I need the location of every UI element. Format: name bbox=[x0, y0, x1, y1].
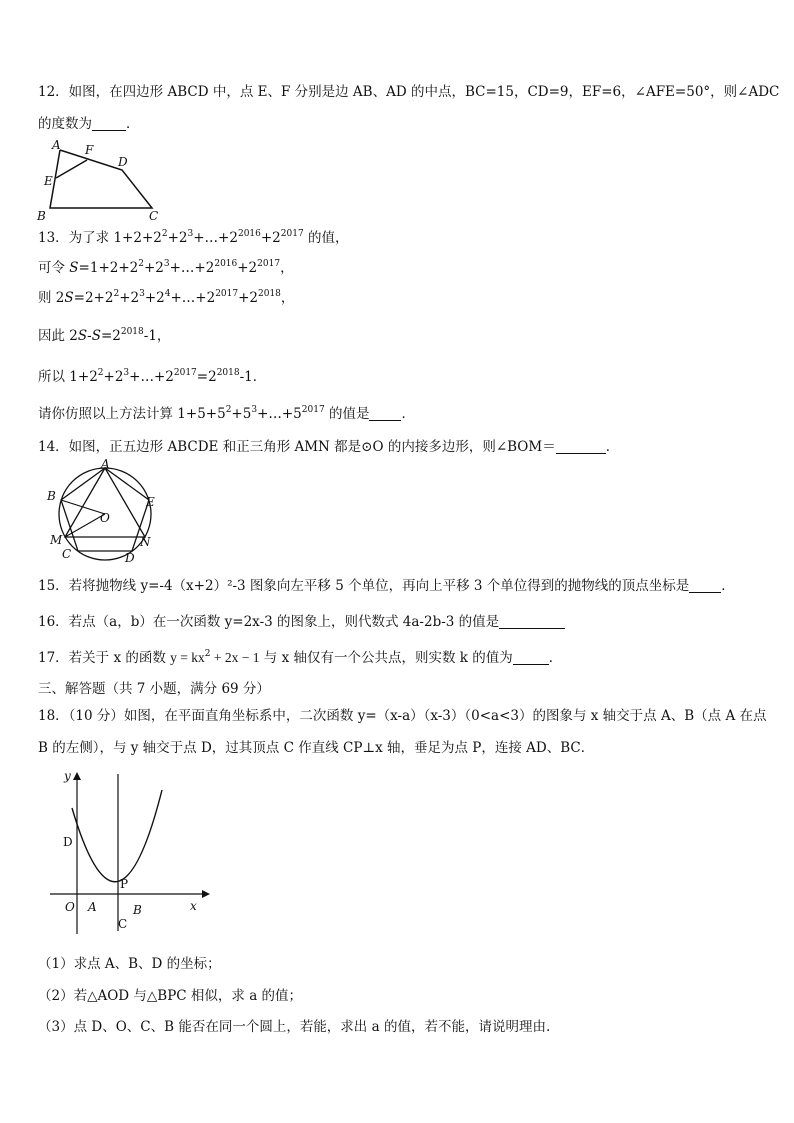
segment-ob bbox=[61, 500, 105, 514]
q13-line1: 13．为了求 $1+2+2^2+2^3+\dots+2^{2016}+2^{2017}$ 的值， bbox=[38, 229, 349, 246]
q12-quadrilateral-figure bbox=[34, 138, 174, 224]
q18-sub3: （3）点 D、O、C、B 能否在同一个圆上，若能，求出 a 的值，若不能，请说明理由. bbox=[38, 1019, 551, 1035]
label-f: F bbox=[85, 143, 94, 157]
label-o: O bbox=[65, 900, 75, 914]
section-heading: 三、解答题（共 7 小题，满分 69 分） bbox=[38, 681, 270, 697]
triangle-amn bbox=[65, 468, 145, 537]
label-a: A bbox=[88, 900, 97, 914]
answer-blank-13[interactable] bbox=[369, 406, 401, 421]
q13-line5: 所以 $1+2^2+2^3+\dots+2^{2017}=2^{2018}-1$． bbox=[38, 368, 267, 385]
label-m: M bbox=[50, 533, 63, 547]
label-o: O bbox=[100, 511, 110, 525]
x-axis-arrow-icon bbox=[202, 890, 210, 898]
answer-blank-14[interactable] bbox=[556, 439, 606, 454]
label-b: B bbox=[37, 209, 46, 223]
label-p: P bbox=[120, 877, 129, 891]
q12-line1: 12．如图，在四边形 ABCD 中，点 E、F 分别是边 AB、AD 的中点，BC=15，CD=9，EF=6，∠AFE=50°，则∠ADC bbox=[38, 84, 780, 100]
label-c: C bbox=[118, 917, 128, 931]
label-a: A bbox=[101, 458, 110, 471]
q18-parabola-figure bbox=[44, 766, 210, 938]
label-b: B bbox=[133, 903, 142, 917]
segment-ef bbox=[56, 160, 87, 178]
quad-abcd bbox=[50, 150, 152, 208]
q18-sub2: （2）若△AOD 与△BPC 相似，求 a 的值； bbox=[38, 988, 303, 1004]
q14-circle-figure bbox=[38, 458, 168, 568]
q13-line2: 可令 $S=1+2+2^2+2^3+\dots+2^{2016}+2^{2017}$， bbox=[38, 259, 294, 276]
parabola-curve bbox=[72, 790, 162, 882]
label-x: x bbox=[190, 899, 197, 913]
q13-line6: 请你仿照以上方法计算 $1+5+5^2+5^3+\dots+5^{2017}$ 的值是 ． bbox=[38, 405, 415, 422]
answer-blank-17[interactable] bbox=[513, 650, 549, 665]
q18-line2: B 的左侧），与 y 轴交于点 D，过其顶点 C 作直线 CP⊥x 轴，垂足为点 P，连接 AD、BC． bbox=[38, 740, 595, 756]
q13-line4: 因此 $2S-S=2^{2018}-1$， bbox=[38, 327, 171, 344]
q13-line3: 则 $2S=2+2^2+2^3+2^4+\dots+2^{2017}+2^{2018}$， bbox=[38, 289, 295, 306]
answer-blank-15[interactable] bbox=[689, 578, 721, 593]
q18-line1: 18．（10 分）如图，在平面直角坐标系中，二次函数 y=（x-a）（x-3）（0<a<3）的图象与 x 轴交于点 A、B（点 A 在点 bbox=[38, 708, 767, 724]
answer-blank-16[interactable] bbox=[499, 614, 565, 629]
q15-line: 15．若将抛物线 y=-4（x+2）²-3 图象向左平移 5 个单位，再向上平移 3 个单位得到的抛物线的顶点坐标是 ． bbox=[38, 578, 735, 594]
label-n: N bbox=[140, 535, 151, 549]
q16-line: 16．若点（a，b）在一次函数 y=2x-3 的图象上，则代数式 4a-2b-3 的值是 bbox=[38, 612, 565, 632]
label-e: E bbox=[44, 174, 53, 188]
label-c: C bbox=[149, 209, 159, 223]
label-d: D bbox=[63, 835, 73, 849]
label-y: y bbox=[64, 769, 71, 783]
q17-line: 17．若关于 x 的函数 $y = kx^2 + 2x - 1$ 与 x 轴仅有一个公共点，则实数 k 的值为 ． bbox=[38, 649, 563, 666]
q14-line: 14．如图，正五边形 ABCDE 和正三角形 AMN 都是⊙O 的内接多边形，则∠BOM＝ ． bbox=[38, 439, 620, 455]
q12-line2: 的度数为 ． bbox=[38, 116, 140, 132]
y-axis-arrow-icon bbox=[73, 772, 81, 780]
label-c: C bbox=[62, 547, 72, 561]
answer-blank-12[interactable] bbox=[92, 116, 126, 131]
label-b: B bbox=[47, 489, 56, 503]
label-d: D bbox=[125, 551, 135, 565]
label-d: D bbox=[118, 155, 128, 169]
label-a: A bbox=[52, 138, 61, 152]
label-e: E bbox=[146, 495, 155, 509]
q18-sub1: （1）求点 A、B、D 的坐标； bbox=[38, 956, 221, 972]
